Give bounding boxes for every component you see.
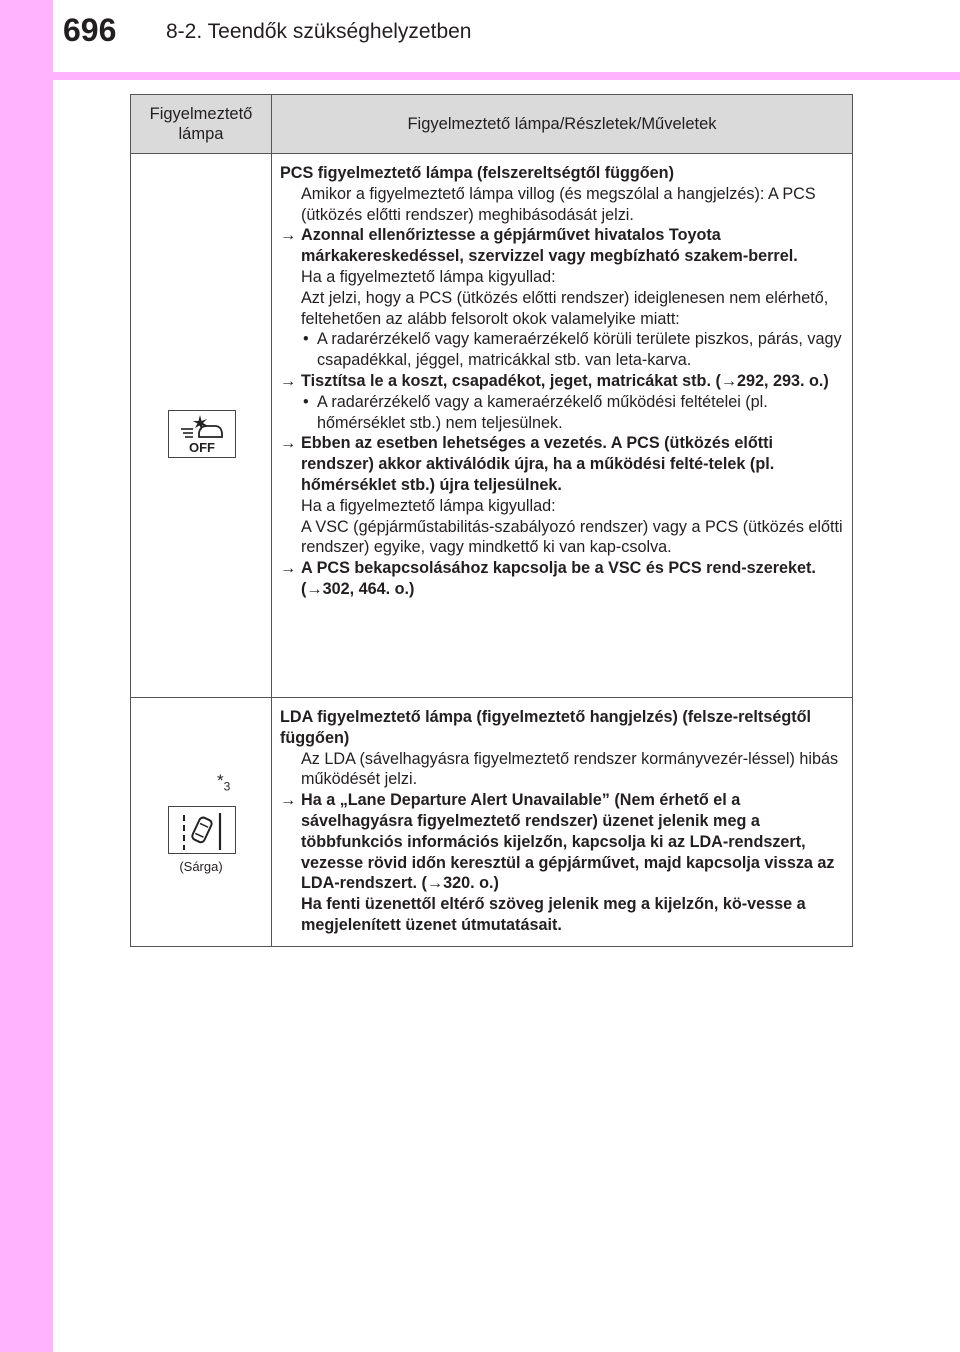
- pcs-lit-heading-2: Ha a figyelmeztető lámpa kigyullad:: [301, 496, 556, 515]
- pcs-off-label: OFF: [189, 440, 215, 455]
- lda-action-1: [280, 790, 844, 936]
- pcs-action-1: [280, 225, 844, 267]
- pcs-lamp-cell: [131, 154, 272, 698]
- pcs-bullet-2: • A radarérzékelő vagy a kameraérzékelő működési feltételei (pl. hőmérséklet stb.) nem teljesülnek.: [303, 392, 768, 432]
- pcs-action-2: [280, 371, 844, 392]
- pcs-bullet-2-text: A radarérzékelő vagy a kameraérzékelő működési feltételei (pl. hőmérséklet stb.) nem teljesülnek.: [317, 392, 768, 432]
- lda-action-1-ref: 320. o.): [443, 874, 499, 893]
- col-header-details: Figyelmeztető lámpa/Részletek/Műveletek: [272, 95, 853, 154]
- lda-action-1-text: Ha a „Lane Departure Alert Unavailable” (Nem érhető el a sávelhagyásra figyelmeztető rendszer) üzenet jelenik meg a többfunkciós információs kijelzőn, kapcsolja ki az LDA-rendszert, vezesse rövid időn keresztül a gépjárművet, majd kapcsolja vissza az LDA-rendszert. (: [301, 791, 835, 893]
- pcs-title: PCS figyelmeztető lámpa (felszereltségtől függően): [280, 164, 674, 182]
- pcs-details-cell: [272, 154, 853, 698]
- warning-light-table: [130, 94, 853, 947]
- pcs-action-3: [280, 433, 844, 495]
- arrow-icon: →: [280, 791, 297, 810]
- table-header-row: [131, 95, 853, 154]
- pcs-lit-heading: Ha a figyelmeztető lámpa kigyullad:: [301, 267, 556, 286]
- pcs-off-icon: [168, 410, 236, 458]
- lda-details-cell: [272, 698, 853, 947]
- page-number: 696: [63, 12, 117, 48]
- pcs-action-3-text: Ebben az esetben lehetséges a vezetés. A PCS (ütközés előtti rendszer) akkor aktiválódik újra, ha a működési felté-telek (pl. hőmérséklet stb.) újra teljesülnek.: [301, 434, 775, 494]
- col-header-lamp: Figyelmeztető lámpa: [131, 95, 272, 154]
- arrow-icon: →: [280, 434, 297, 453]
- pcs-off-text: A VSC (gépjárműstabilitás-szabályozó rendszer) vagy a PCS (ütközés előtti rendszer) egyike, vagy mindkettő ki van kap-csolva.: [301, 517, 843, 557]
- arrow-icon: →: [426, 874, 444, 893]
- pcs-action-2-text: Tisztítsa le a koszt, csapadékot, jeget, matricákat stb. (: [301, 371, 721, 390]
- arrow-icon: →: [720, 371, 738, 390]
- header-rule: [53, 72, 960, 80]
- pcs-action-4-text: A PCS bekapcsolásához kapcsolja be a VSC és PCS rend-szereket. (: [301, 559, 816, 598]
- lamp-color-note: (Sárga): [179, 859, 223, 874]
- lda-text: Az LDA (sávelhagyásra figyelmeztető rendszer kormányvezér-léssel) hibás működését jelzi.: [301, 749, 839, 789]
- lda-lane-icon: [168, 806, 236, 854]
- pcs-flashing-text: Amikor a figyelmeztető lámpa villog (és megszólal a hangjelzés): A PCS (ütközés előtti rendszer) meghibásodását jelzi.: [301, 184, 816, 224]
- pcs-bullet-1: • A radarérzékelő vagy kameraérzékelő körüli területe piszkos, párás, vagy csapadékkal, jéggel, matricákkal stb. van leta-karva.: [303, 330, 842, 370]
- table-row: [131, 698, 853, 947]
- table-row: [131, 154, 853, 698]
- pcs-action-1-text: Azonnal ellenőriztesse a gépjárművet hivatalos Toyota márkakereskedéssel, szervizzel vagy megbízható szakem-berrel.: [301, 226, 798, 266]
- pcs-action-4-ref: 302, 464. o.): [322, 579, 415, 598]
- footnote-marker: $*_3$: [217, 771, 231, 794]
- arrow-icon: →: [306, 579, 323, 598]
- arrow-icon: →: [280, 559, 297, 578]
- pcs-lit-text: Azt jelzi, hogy a PCS (ütközés előtti rendszer) ideiglenesen nem elérhető, feltehetően az alább felsorolt okok valamelyike miatt:: [301, 288, 829, 328]
- page-edge-tab: [0, 0, 53, 1352]
- pcs-action-4: [280, 558, 844, 600]
- lda-title: LDA figyelmeztető lámpa (figyelmeztető hangjelzés) (felsze-reltségtől függően): [280, 708, 811, 747]
- section-title: 8-2. Teendők szükséghelyzetben: [166, 20, 472, 43]
- pcs-bullet-1-text: A radarérzékelő vagy kameraérzékelő körüli területe piszkos, párás, vagy csapadékkal, jéggel, matricákkal stb. van leta-karva.: [317, 330, 842, 370]
- arrow-icon: →: [280, 226, 297, 245]
- lda-lamp-cell: [131, 698, 272, 947]
- pcs-action-2-ref: 292, 293. o.): [737, 371, 829, 390]
- arrow-icon: →: [280, 371, 297, 390]
- lda-action-1-cont: Ha fenti üzenettől eltérő szöveg jelenik meg a kijelzőn, kö-vesse a megjelenített üzenet útmutatásait.: [301, 895, 806, 934]
